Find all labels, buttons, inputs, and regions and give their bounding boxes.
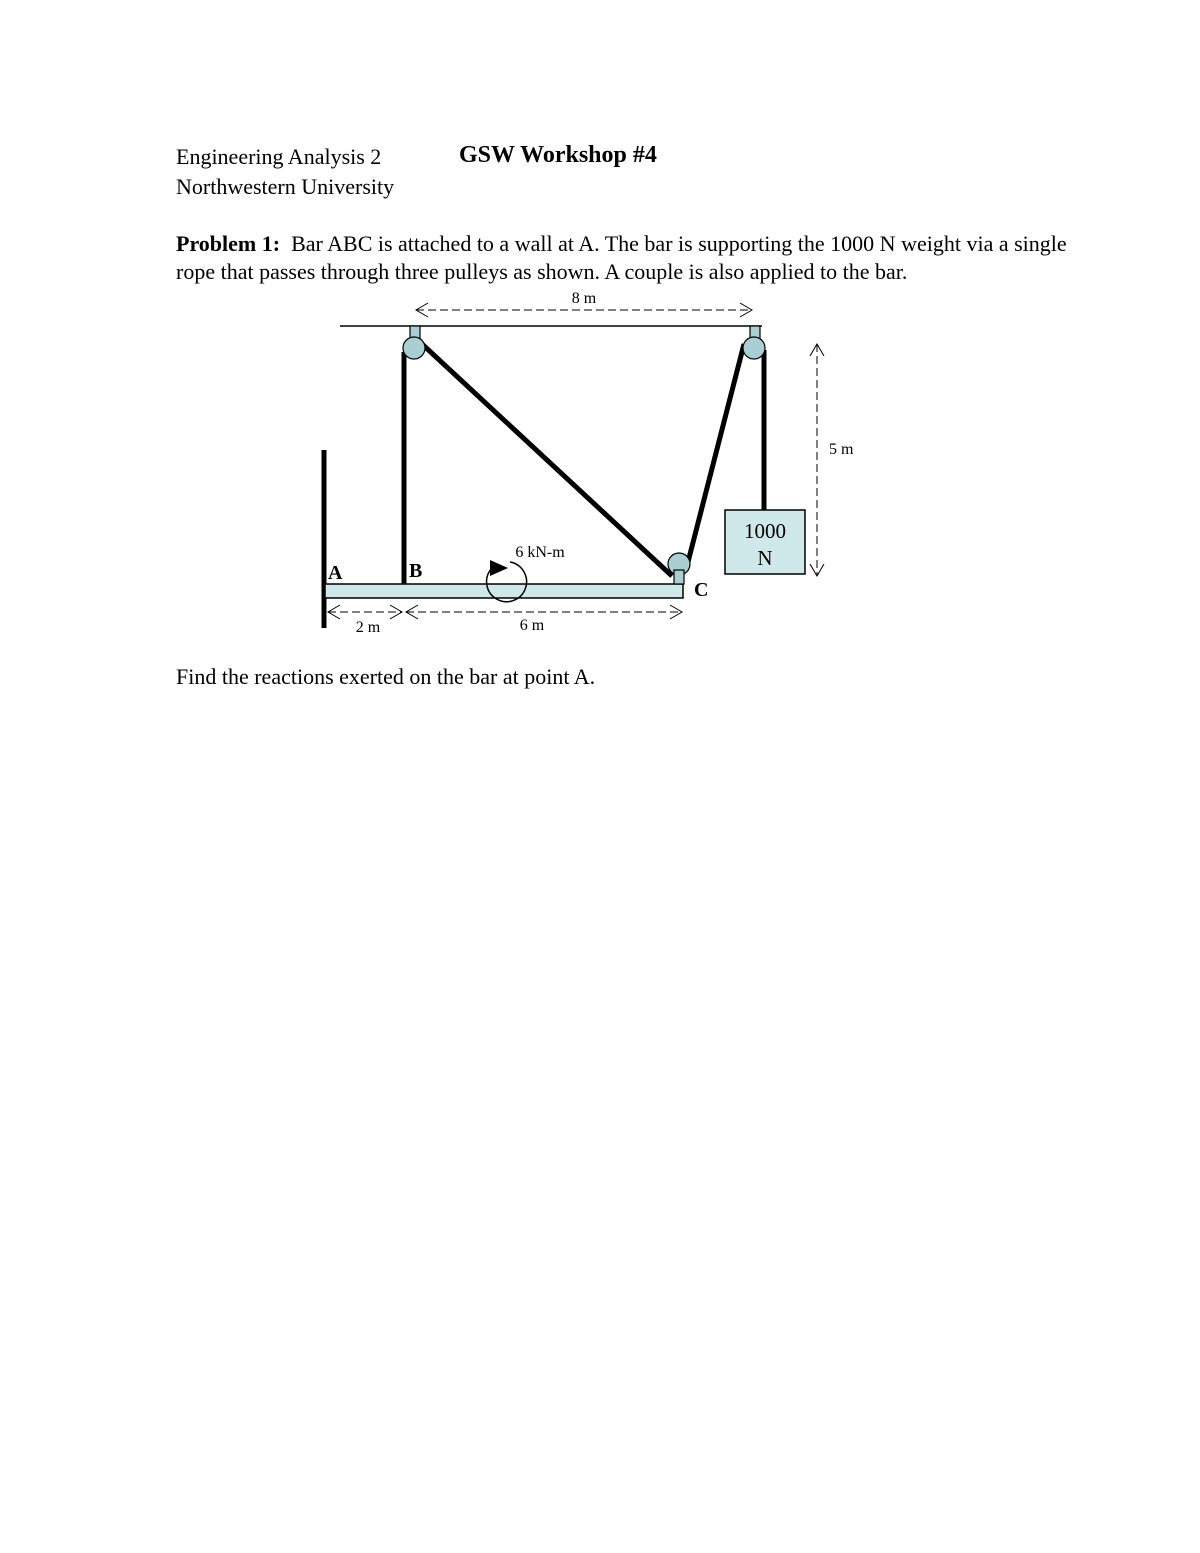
- university-name: Northwestern University: [176, 174, 395, 199]
- pulley-c-bracket: [674, 570, 684, 584]
- bar-abc: [325, 584, 683, 598]
- pulley-left: [403, 337, 425, 359]
- weight-unit: N: [757, 546, 773, 570]
- dim-top-label: 8 m: [571, 290, 597, 307]
- problem-diagram: [0, 0, 1200, 700]
- couple-label: 6 kN-m: [515, 544, 565, 561]
- weight-value: 1000: [744, 519, 786, 543]
- dim-bc-label: 6 m: [519, 617, 545, 634]
- problem-label: Problem 1:: [176, 231, 281, 256]
- dim-ab-label: 2 m: [355, 619, 381, 636]
- question-text: Find the reactions exerted on the bar at point A.: [176, 664, 596, 689]
- point-a-label: A: [328, 562, 343, 584]
- couple-arrowhead: [490, 560, 508, 576]
- dim-height-label: 5 m: [829, 441, 854, 458]
- pulley-right: [743, 337, 765, 359]
- rope-diagonal: [422, 344, 672, 576]
- point-b-label: B: [409, 560, 423, 582]
- document-title: GSW Workshop #4: [459, 142, 657, 168]
- point-c-label: C: [694, 579, 709, 601]
- problem-text: Bar ABC is attached to a wall at A. The bar is supporting the 1000 N weight via a single rope that passes through three pulleys as shown. A couple is also applied to the bar.: [176, 231, 1067, 284]
- course-name: Engineering Analysis 2: [176, 144, 382, 169]
